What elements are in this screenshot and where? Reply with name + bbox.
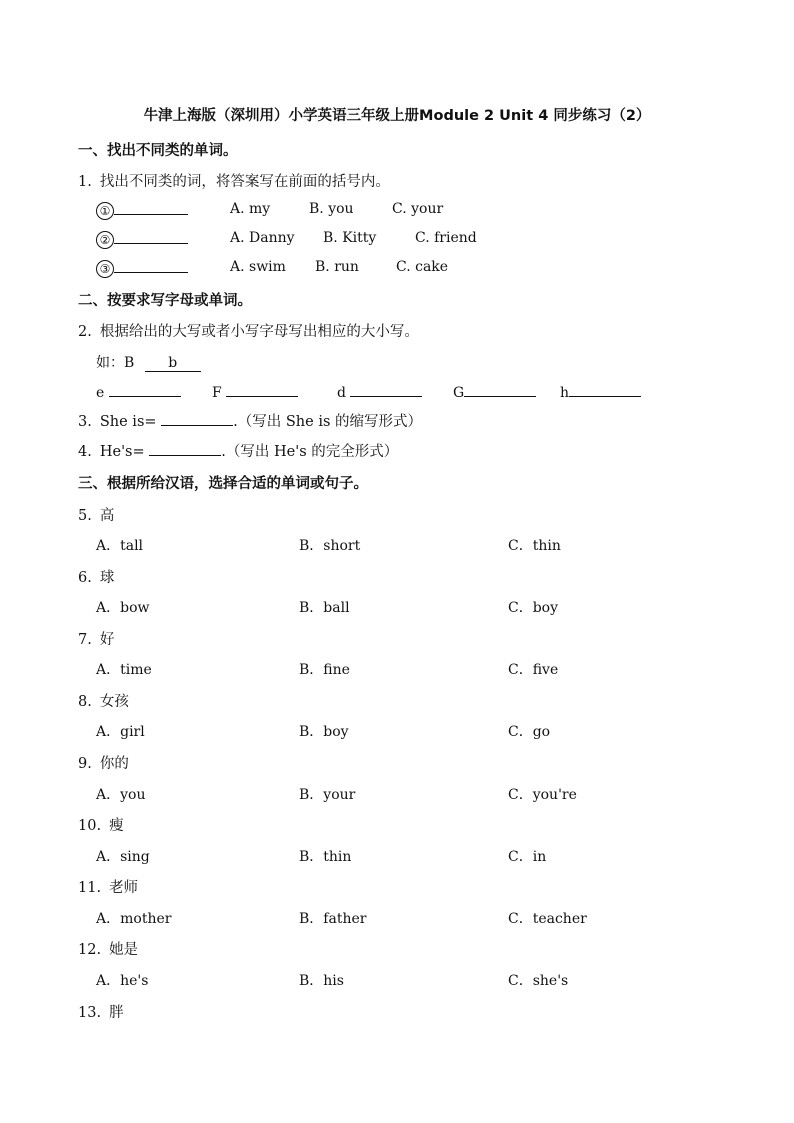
question-2 (78, 320, 419, 341)
question-word: 球 (99, 570, 115, 586)
section-heading-3: 三、根据所给汉语，选择合适的单词或句子。 (78, 476, 368, 492)
answer-blank[interactable] (114, 258, 188, 273)
question-word: 女孩 (99, 694, 129, 710)
option-b[interactable]: B．fine (299, 662, 350, 678)
question-word: 胖 (109, 1005, 124, 1021)
letter-f (212, 382, 298, 401)
question-number: 12. (78, 942, 102, 958)
letter-label: G (453, 385, 465, 401)
option-b: B. Kitty (323, 230, 377, 246)
question-6 (78, 566, 114, 587)
option-b[interactable]: B．his (299, 973, 344, 989)
option-c[interactable]: C．in (508, 849, 547, 865)
question-word: 她是 (109, 942, 139, 958)
question-12 (78, 938, 138, 959)
option-a: A. my (230, 201, 271, 217)
question-word: 你的 (99, 756, 129, 772)
question-word: 高 (99, 508, 115, 524)
question-number: 7. (78, 632, 92, 648)
option-a[interactable]: A．girl (96, 724, 145, 740)
question-10 (78, 814, 124, 835)
question-13 (78, 1001, 124, 1022)
question-suffix: .（写出 She is 的缩写形式） (233, 414, 423, 430)
letter-label: e (96, 385, 105, 401)
answer-blank[interactable] (149, 441, 221, 456)
question-8 (78, 690, 129, 711)
question-number: 6. (78, 570, 92, 586)
q1-row-3 (96, 258, 188, 278)
question-9 (78, 752, 129, 773)
option-c: C. friend (415, 230, 477, 246)
option-a[interactable]: A．bow (96, 600, 150, 616)
answer-blank[interactable] (464, 382, 536, 397)
letter-label: F (212, 385, 222, 401)
question-number: 5. (78, 508, 92, 524)
question-3 (78, 410, 422, 431)
option-b[interactable]: B．ball (299, 600, 350, 616)
answer-blank[interactable] (350, 382, 422, 397)
circled-number: ② (96, 231, 114, 249)
option-c[interactable]: C．teacher (508, 911, 587, 927)
answer-blank[interactable] (161, 411, 233, 426)
page-title: 牛津上海版（深圳用）小学英语三年级上册Module 2 Unit 4 同步练习（2） (143, 108, 651, 124)
answer-blank[interactable] (114, 229, 188, 244)
option-a: A. swim (230, 259, 286, 275)
letter-e (96, 382, 181, 401)
answer-blank[interactable] (114, 200, 188, 215)
example-label: 如：B (96, 355, 135, 371)
option-b: B. you (309, 201, 354, 217)
example-answer: b (145, 355, 201, 372)
question-text: 根据给出的大写或者小写字母写出相应的大小写。 (99, 324, 419, 340)
q2-example (96, 352, 201, 372)
letter-h (560, 382, 641, 401)
option-b[interactable]: B．thin (299, 849, 352, 865)
circled-number: ① (96, 202, 114, 220)
option-b[interactable]: B．short (299, 538, 361, 554)
question-suffix: .（写出 He's 的完全形式） (221, 444, 399, 460)
letter-label: h (560, 385, 570, 401)
option-a[interactable]: A．sing (96, 849, 150, 865)
section-heading-1: 一、找出不同类的单词。 (78, 143, 238, 159)
question-11 (78, 876, 138, 897)
question-text: 找出不同类的词，将答案写在前面的括号内。 (99, 174, 390, 190)
question-5 (78, 504, 114, 525)
letter-d (337, 382, 422, 401)
option-b: B. run (315, 259, 359, 275)
option-c[interactable]: C．she's (508, 973, 569, 989)
question-number: 9. (78, 756, 92, 772)
answer-blank[interactable] (226, 382, 298, 397)
option-c[interactable]: C．five (508, 662, 559, 678)
option-a[interactable]: A．mother (96, 911, 172, 927)
option-c[interactable]: C．you're (508, 787, 577, 803)
question-number: 1. (78, 174, 92, 190)
option-a[interactable]: A．he's (96, 973, 149, 989)
question-number: 10. (78, 818, 102, 834)
question-word: 瘦 (109, 818, 124, 834)
option-c[interactable]: C．boy (508, 600, 559, 616)
option-c[interactable]: C．go (508, 724, 551, 740)
option-c[interactable]: C．thin (508, 538, 561, 554)
option-a[interactable]: A．you (96, 787, 146, 803)
option-c: C. cake (396, 259, 449, 275)
section-heading-2: 二、按要求写字母或单词。 (78, 293, 252, 309)
letter-g (453, 382, 536, 401)
q1-row-2 (96, 229, 188, 249)
option-a[interactable]: A．time (96, 662, 152, 678)
question-7 (78, 628, 114, 649)
question-4 (78, 440, 398, 461)
option-c: C. your (392, 201, 444, 217)
question-number: 11. (78, 880, 102, 896)
question-1 (78, 170, 390, 191)
option-b[interactable]: B．father (299, 911, 367, 927)
question-number: 2. (78, 324, 92, 340)
answer-blank[interactable] (569, 382, 641, 397)
question-number: 8. (78, 694, 92, 710)
option-b[interactable]: B．boy (299, 724, 349, 740)
q1-row-1 (96, 200, 188, 220)
question-number: 4. (78, 444, 92, 460)
question-prefix: She is= (99, 414, 157, 430)
option-a[interactable]: A．tall (96, 538, 144, 554)
question-word: 好 (99, 632, 115, 648)
circled-number: ③ (96, 260, 114, 278)
question-word: 老师 (109, 880, 139, 896)
letter-label: d (337, 385, 346, 401)
option-b[interactable]: B．your (299, 787, 356, 803)
question-number: 13. (78, 1005, 102, 1021)
option-a: A. Danny (230, 230, 295, 246)
question-prefix: He's= (99, 444, 145, 460)
question-number: 3. (78, 414, 92, 430)
answer-blank[interactable] (109, 382, 181, 397)
